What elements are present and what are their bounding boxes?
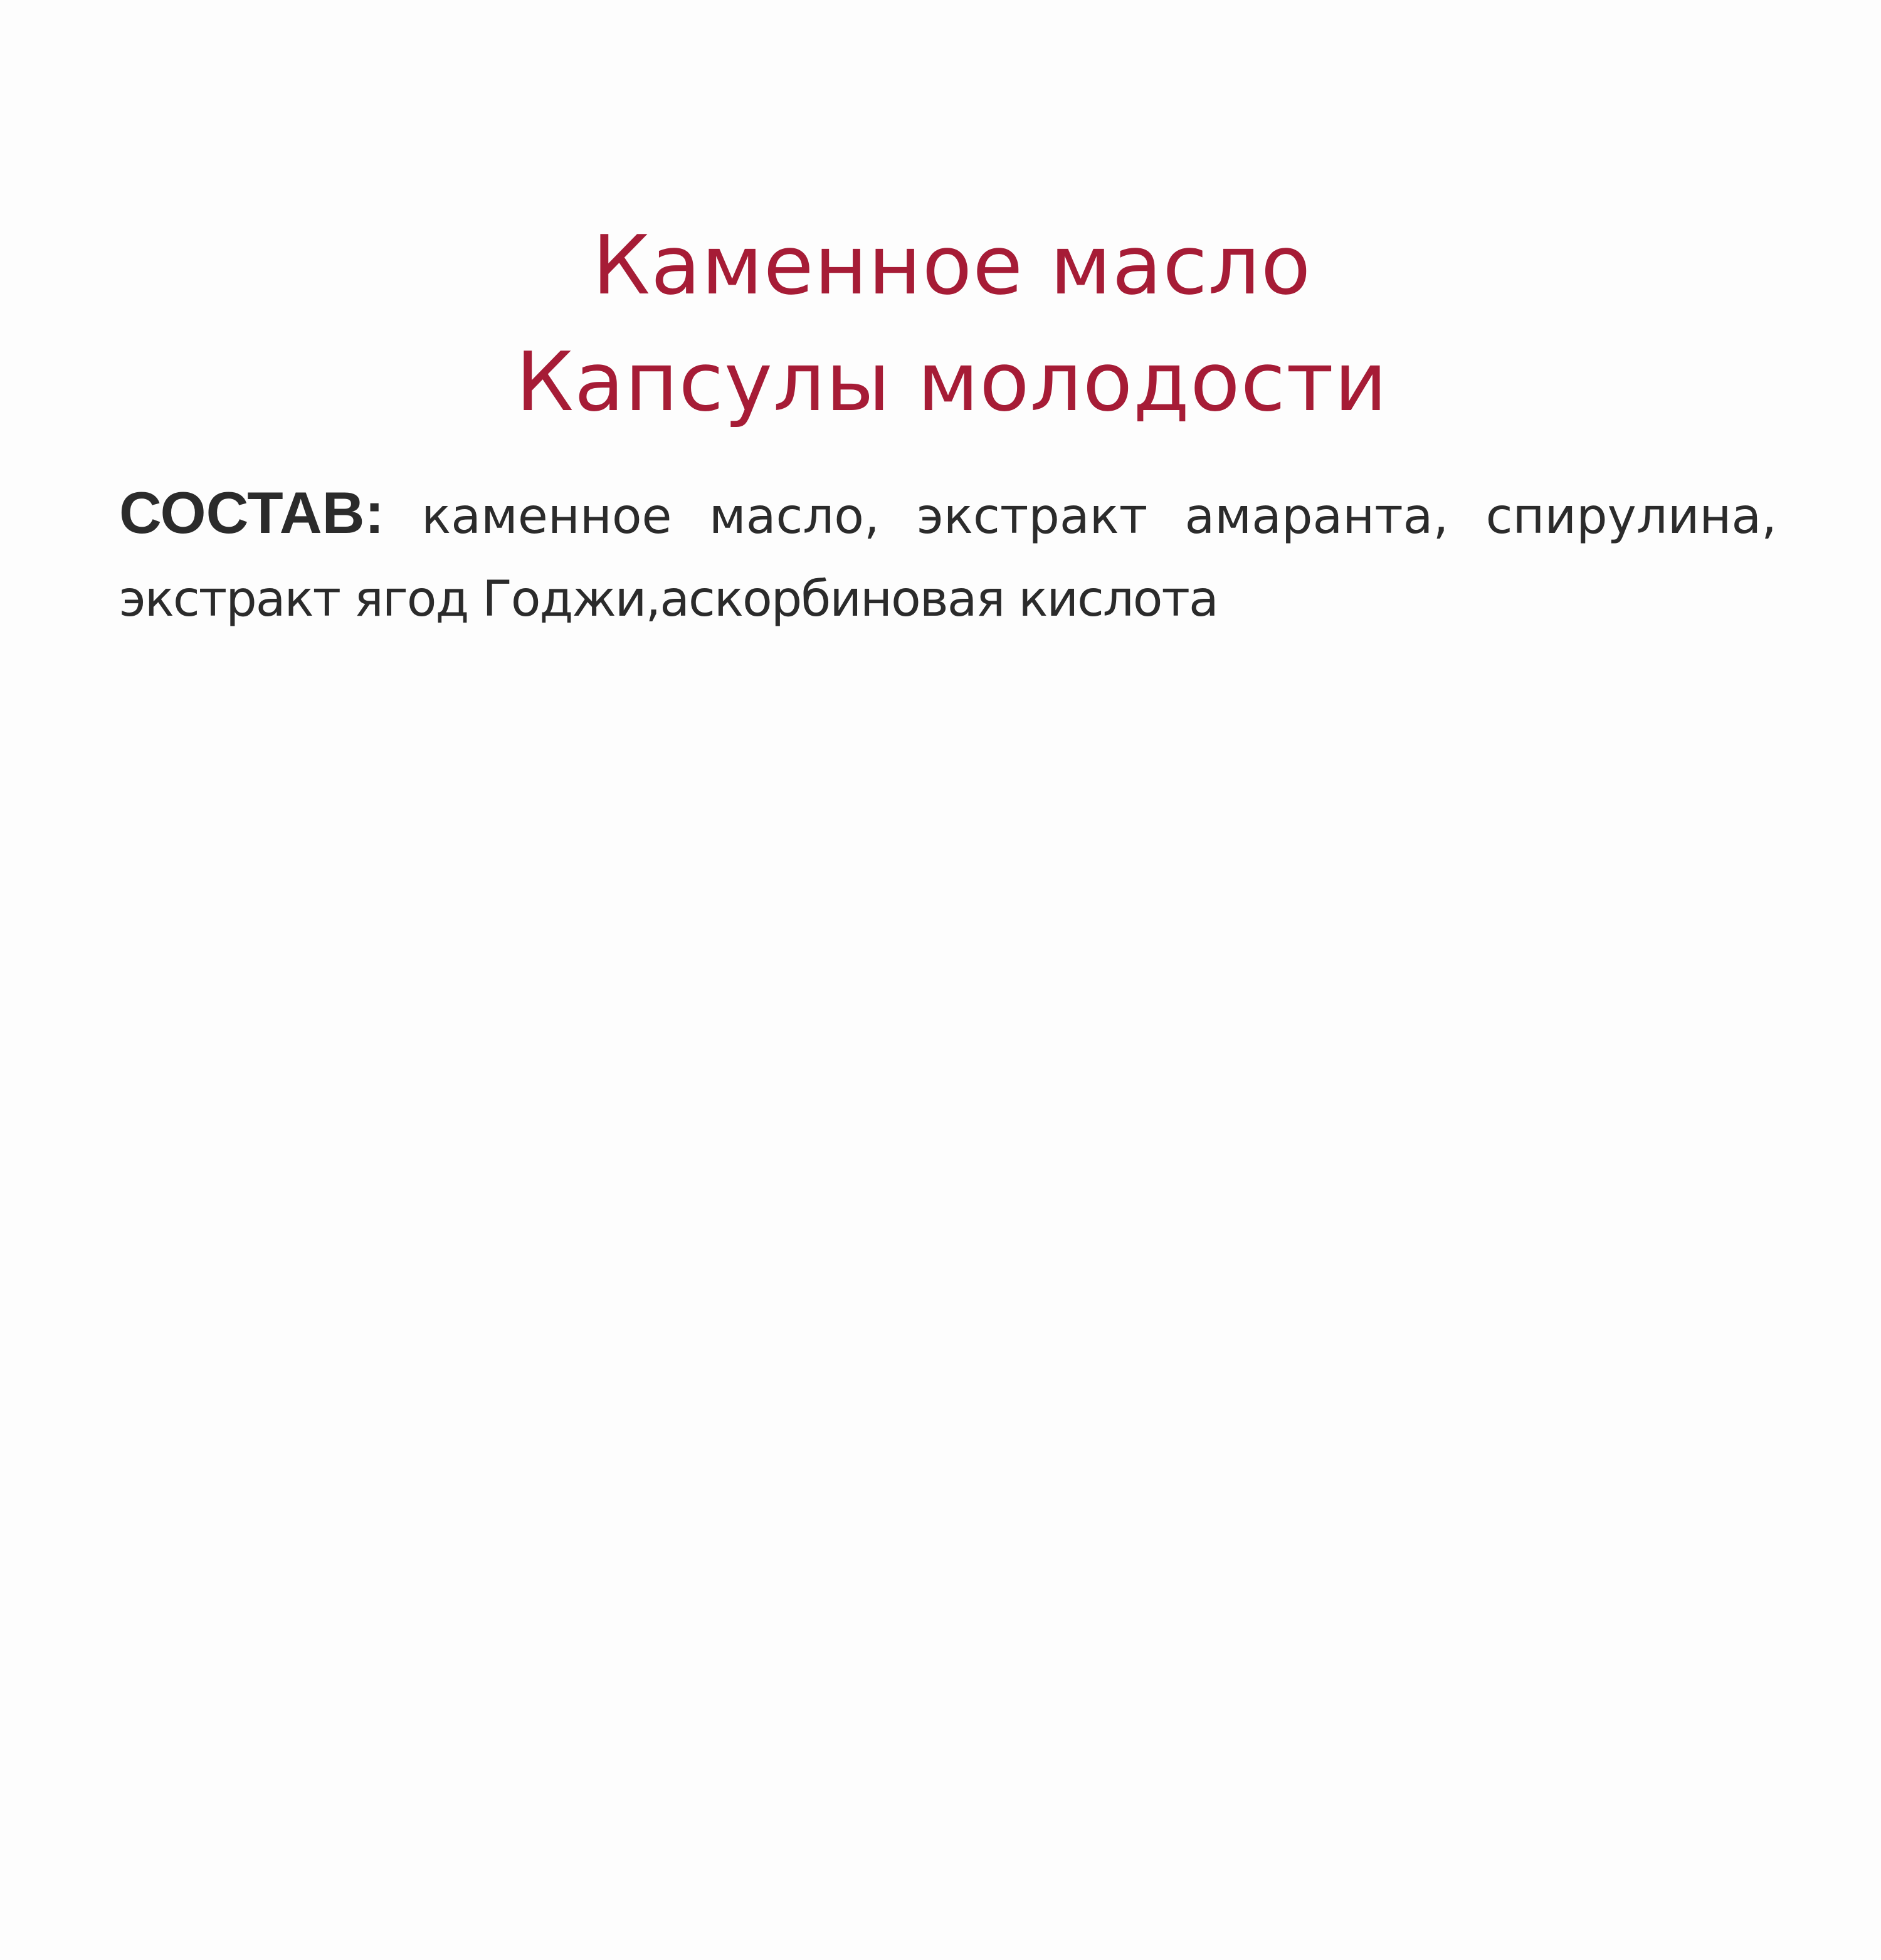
title-line-2: Капсулы молодости (515, 334, 1388, 429)
title-line-1: Каменное масло (592, 218, 1312, 313)
composition-word: каменное (421, 488, 672, 545)
composition-line-2: экстракт ягод Годжи,аскорбиновая кислота (119, 571, 1218, 628)
composition-line-1 (119, 472, 1777, 558)
composition-word: амаранта, (1184, 488, 1449, 545)
composition-block (119, 472, 1777, 641)
composition-word: экстракт (917, 488, 1148, 545)
composition-word: спирулина, (1485, 488, 1777, 545)
composition-label: СОСТАВ: (119, 480, 384, 545)
composition-word: масло, (709, 488, 880, 545)
product-title (0, 207, 1881, 440)
